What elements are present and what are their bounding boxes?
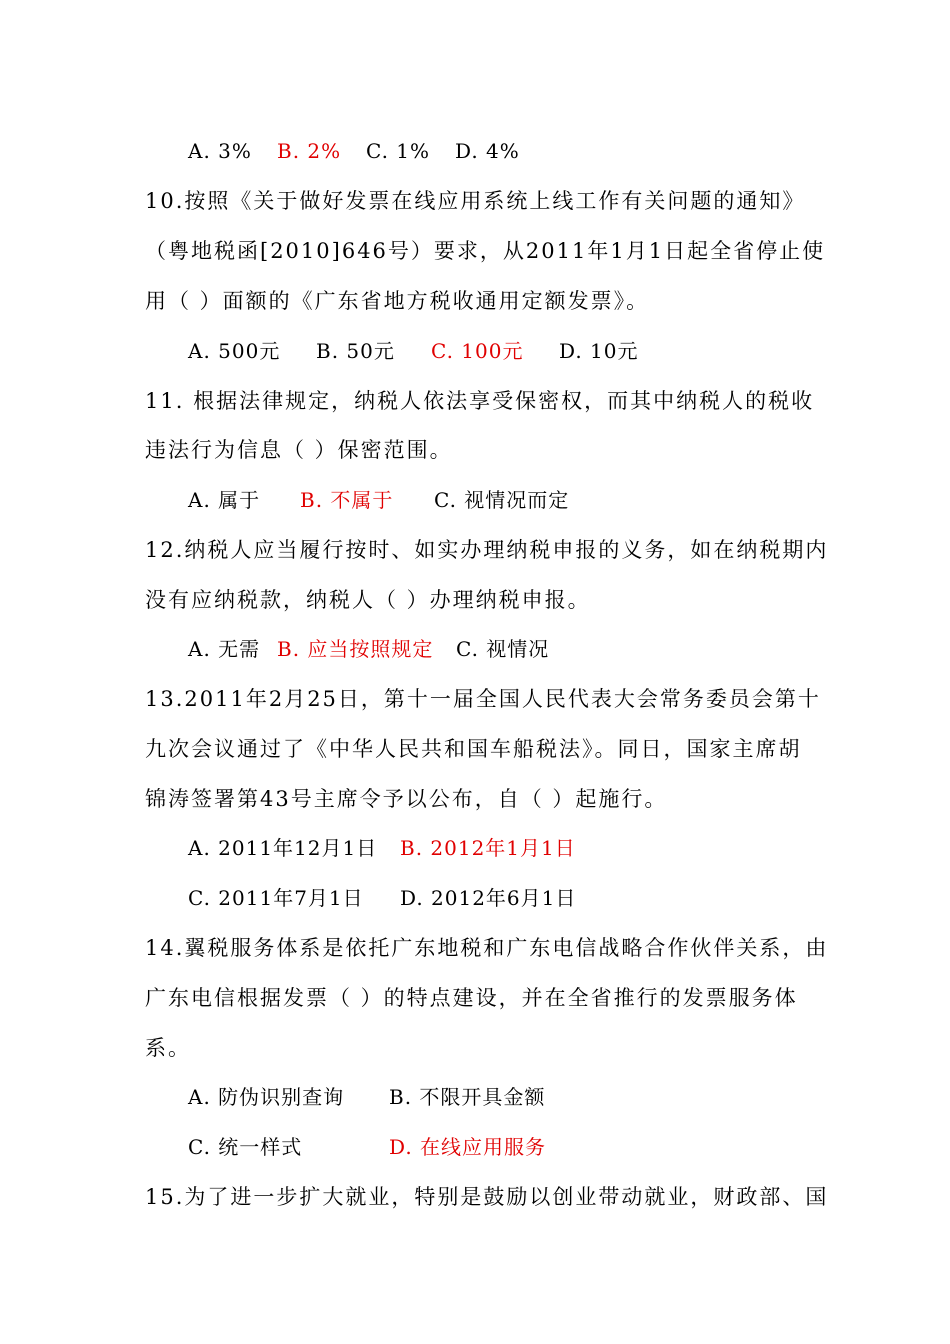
q13-option-a: A. 2011年12月1日 xyxy=(188,836,378,860)
q11-line-1: 11. 根据法律规定，纳税人依法享受保密权，而其中纳税人的税收 xyxy=(145,389,815,413)
q9-option-a: A. 3% xyxy=(188,139,252,163)
q10-line-1: 10.按照《关于做好发票在线应用系统上线工作有关问题的通知》 xyxy=(145,189,806,213)
q12-option-a: A. 无需 xyxy=(188,637,261,661)
q15-line-1: 15.为了进一步扩大就业，特别是鼓励以创业带动就业，财政部、国 xyxy=(145,1185,829,1209)
q12-option-b: B. 应当按照规定 xyxy=(277,637,434,661)
q12-option-c: C. 视情况 xyxy=(456,637,550,661)
q10-option-d: D. 10元 xyxy=(559,339,639,363)
q14-line-2: 广东电信根据发票（ ）的特点建设，并在全省推行的发票服务体 xyxy=(145,986,798,1010)
q14-option-c: C. 统一样式 xyxy=(188,1135,303,1159)
q13-option-c: C. 2011年7月1日 xyxy=(188,886,364,910)
q14-line-3: 系。 xyxy=(145,1036,191,1060)
q13-option-d: D. 2012年6月1日 xyxy=(400,886,577,910)
q9-option-d: D. 4% xyxy=(455,139,520,163)
q9-option-c: C. 1% xyxy=(366,139,431,163)
q11-option-a: A. 属于 xyxy=(188,488,261,512)
q11-option-c: C. 视情况而定 xyxy=(434,488,570,512)
q13-line-3: 锦涛签署第43号主席令予以公布，自（ ）起施行。 xyxy=(145,787,668,811)
q11-line-2: 违法行为信息（ ）保密范围。 xyxy=(145,438,453,462)
q13-line-2: 九次会议通过了《中华人民共和国车船税法》。同日，国家主席胡 xyxy=(145,737,802,761)
q12-line-2: 没有应纳税款，纳税人（ ）办理纳税申报。 xyxy=(145,588,591,612)
q9-option-b: B. 2% xyxy=(277,139,342,163)
q12-line-1: 12.纳税人应当履行按时、如实办理纳税申报的义务，如在纳税期内 xyxy=(145,538,829,562)
q14-option-a: A. 防伪识别查询 xyxy=(188,1085,345,1109)
q14-option-b: B. 不限开具金额 xyxy=(389,1085,546,1109)
q11-option-b: B. 不属于 xyxy=(300,488,394,512)
q10-line-2: （粤地税函[2010]646号）要求，从2011年1月1日起全省停止使 xyxy=(145,239,826,263)
q14-line-1: 14.翼税服务体系是依托广东地税和广东电信战略合作伙伴关系，由 xyxy=(145,936,829,960)
q10-option-c: C. 100元 xyxy=(431,339,524,363)
q13-option-b: B. 2012年1月1日 xyxy=(400,836,576,860)
q10-option-a: A. 500元 xyxy=(188,339,281,363)
q14-option-d: D. 在线应用服务 xyxy=(389,1135,547,1159)
q13-line-1: 13.2011年2月25日，第十一届全国人民代表大会常务委员会第十 xyxy=(145,687,821,711)
q10-option-b: B. 50元 xyxy=(316,339,395,363)
q10-line-3: 用（ ）面额的《广东省地方税收通用定额发票》。 xyxy=(145,289,650,313)
